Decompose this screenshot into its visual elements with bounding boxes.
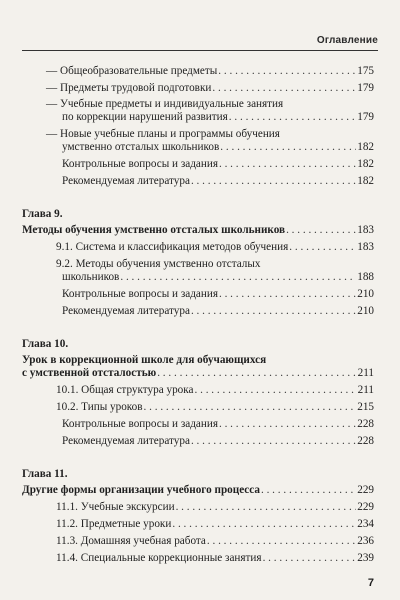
chapter-title [22,484,374,497]
leader-dots [219,158,356,171]
chapter-title-text: Урок в коррекционной школе для обучающихся [22,354,267,366]
entry-text: Контрольные вопросы и задания [62,418,218,430]
leader-dots [120,271,356,284]
leader-dots [219,418,356,431]
entry-page: 210 [357,288,374,300]
leader-dots [207,535,356,548]
entry-text: — Общеобразовательные предметы [46,65,218,77]
leader-dots [191,435,356,448]
entry-page: 211 [357,384,374,396]
leader-dots [261,484,356,497]
leader-dots [191,305,356,318]
chapter-title-text: с умственной отсталостью [22,367,157,379]
leader-dots [172,518,356,531]
entry-text: 11.1. Учебные экскурсии [56,501,175,513]
toc-entry [46,128,374,154]
toc-entry [56,552,374,565]
leader-dots [229,111,356,124]
chapter-title-text: Методы обучения умственно отсталых школьников [22,224,286,236]
entry-text: 10.1. Общая структура урока [56,384,194,396]
leader-dots [263,552,357,565]
toc-entry [62,435,374,448]
entry-text: школьников [62,271,120,283]
toc-entry [56,401,374,414]
toc-entry [62,288,374,301]
entry-page: 211 [357,367,374,379]
entry-text: умственно отсталых школьников [62,141,220,153]
entry-page: 188 [357,271,374,283]
entry-text: 9.1. Система и классификация методов обучения [56,241,289,253]
entry-page: 175 [357,65,374,77]
entry-page: 228 [357,435,374,447]
leader-dots [191,175,356,188]
entry-page: 182 [357,158,374,170]
toc-entry [46,98,374,124]
entry-page: 183 [357,224,374,236]
toc-entry [56,535,374,548]
leader-dots [219,288,356,301]
entry-text: — Учебные предметы и индивидуальные занятия [46,98,284,110]
entry-text: по коррекции нарушений развития [62,111,228,123]
leader-dots [220,141,356,154]
leader-dots [289,241,356,254]
toc-entry [56,241,374,254]
entry-page: 229 [357,484,374,496]
leader-dots [157,367,356,380]
entry-text: 10.2. Типы уроков [56,401,143,413]
entry-text: — Новые учебные планы и программы обучения [46,128,280,140]
toc-entry [46,65,374,78]
chapter-label: Глава 10. [22,338,69,350]
leader-dots [176,501,357,514]
entry-page: 236 [357,535,374,547]
entry-text: Рекомендуемая литература [62,305,190,317]
entry-page: 182 [357,175,374,187]
page-number: 7 [367,577,374,589]
toc-entry [62,158,374,171]
entry-page: 229 [357,501,374,513]
entry-text: Рекомендуемая литература [62,435,190,447]
chapter-label: Глава 11. [22,468,68,480]
entry-text: Рекомендуемая литература [62,175,190,187]
toc-entry [62,418,374,431]
toc-entry [62,175,374,188]
entry-text: 11.4. Специальные коррекционные занятия [56,552,262,564]
entry-page: 179 [357,111,374,123]
leader-dots [144,401,357,414]
entry-page: 183 [357,241,374,253]
entry-page: 179 [357,82,374,94]
chapter-title [22,224,374,237]
toc-entry [46,82,374,95]
entry-page: 239 [357,552,374,564]
entry-text: — Предметы трудовой подготовки [46,82,212,94]
toc-entry [56,258,374,284]
entry-page: 228 [357,418,374,430]
header-rule [22,50,378,51]
toc-entry [56,384,374,397]
entry-text: Контрольные вопросы и задания [62,288,218,300]
entry-page: 234 [357,518,374,530]
chapter-label: Глава 9. [22,208,63,220]
entry-page: 215 [357,401,374,413]
leader-dots [286,224,356,237]
entry-text: 9.2. Методы обучения умственно отсталых [56,258,261,270]
entry-text: 11.3. Домашняя учебная работа [56,535,206,547]
toc-entry [56,501,374,514]
leader-dots [212,82,356,95]
entry-page: 210 [357,305,374,317]
entry-text: 11.2. Предметные уроки [56,518,172,530]
entry-text: Контрольные вопросы и задания [62,158,218,170]
leader-dots [195,384,357,397]
chapter-title [22,354,374,380]
entry-page: 182 [357,141,374,153]
toc-entry [62,305,374,318]
chapter-title-text: Другие формы организации учебного процесса [22,484,260,496]
running-title: Оглавление [316,35,378,46]
toc-entry [56,518,374,531]
leader-dots [218,65,356,78]
